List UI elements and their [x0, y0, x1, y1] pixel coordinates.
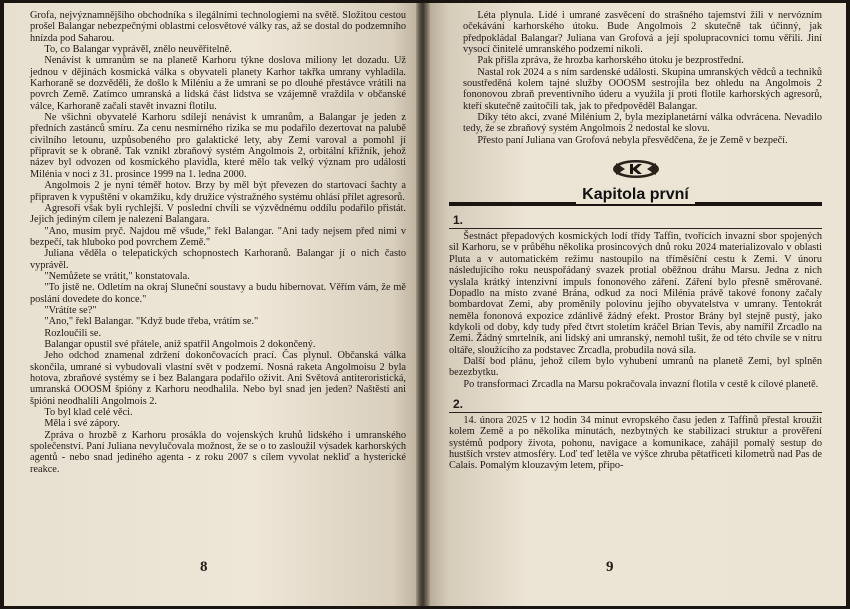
- paragraph: Ne všichni obyvatelé Karhoru sdílejí nenávist k umranům, a Balangar je jeden z předních zastánců smíru. Za cenu nesmírného rizika se mu podařilo dezertovat na palubě civilního letounu, uzpůsobeného pro galaktické lety, aby Zemi varoval a pomohl jí připravit se k obraně. Tak vznikl zbraňový systém Angolmois 2, orbitální křižník, jehož název byl odvozen od kosmického plavidla, které mělo tak velký význam pro události Milénia v noci z 31. prosince 1999 na 1. ledna 2000.: [30, 112, 406, 180]
- paragraph: Jeho odchod znamenal zdržení dokončovacích prací. Čas plynul. Občanská válka skončila, umrané si vybudovali vlastní svět v podzemí. Nosná raketa Angolmoisu 2 byla hotova, zbraňové systémy se i bez Balangara podařilo oživit. Ani Světová antiteroristická, umranská OOOSM špióny z Karhoru neodhalila. Nebo byl snad jen jeden? Naštěstí ani špióni neodhalili Angolmois 2.: [30, 350, 406, 407]
- paragraph: Rozloučili se.: [44, 327, 102, 339]
- page-number: 8: [200, 559, 208, 575]
- page-number: 9: [606, 559, 614, 575]
- section-number: 1.: [453, 213, 464, 228]
- paragraph: "Ano, musím pryč. Najdou mě všude," řekl Balangar. "Ani tady nejsem před nimi v bezpečí, tak hluboko pod povrchem Země.": [30, 225, 406, 248]
- left-page-text: [30, 10, 406, 475]
- paragraph: Nastal rok 2024 a s ním sardenské události. Skupina umranských vědců a techniků soustředěná kolem tajné služby OOOSM sestrojila bez ohledu na Angolmois 2 fononovou zbraň preventivního úderu a využila jí proti flotile karhorských agresorů, kteří skutečně zaútočili tak, jak to předpověděl Balangar.: [463, 66, 822, 112]
- paragraph: Po transformaci Zrcadla na Marsu pokračovala invazní flotila v cestě k cílové planetě.: [463, 378, 819, 390]
- paragraph: Léta plynula. Lidé i umrané zasvěcení do strašného tajemství žili v nervózním očekávání karhorského útoku. Bude Angolmois 2 skutečně tak účinný, jak předpokládal Balangar? Juliana van Grofová a její spolupracovníci tomu věřili. Jiní vysocí činitelé umranského podzemí nikoli.: [463, 10, 822, 56]
- paragraph: 14. února 2025 v 12 hodin 34 minut evropského času jeden z Taffinů přestal kroužit kolem Země a po několika minutách, nezbytných ke stabilizaci struktur a prověření systémů podpory života, pohonu, navigace a komunikace, zahájil pomalý sestup do hustších vrstev atmosféry. Loď teď letěla ve výšce zhruba pětatřiceti kilometrů nad Pas de Calais. Pomalým klouzavým letem, připo-: [449, 414, 822, 472]
- paragraph: Agresoři však byli rychlejší. V poslední chvíli se výzvědnému oddílu podařilo přistát. Jejich jediným cílem je nalezení Balangara.: [30, 202, 406, 226]
- paragraph: Přesto paní Juliana van Grofová nebyla přesvědčena, že je Země v bezpečí.: [477, 134, 788, 146]
- paragraph: To, co Balangar vyprávěl, znělo neuvěřitelně.: [44, 44, 232, 56]
- paragraph: Juliana věděla o telepatických schopnostech Karhoranů. Balangar jí o nich často vyprávěl.: [30, 248, 406, 271]
- section-rule: [449, 412, 822, 413]
- section-1-text: [449, 231, 822, 390]
- left-page: [4, 3, 422, 606]
- right-page: [423, 3, 846, 606]
- paragraph: Díky této akci, zvané Milénium 2, byla meziplanetární válka odvrácena. Nevadilo tedy, že se zbraňový systém Angolmois 2 nedostal ke slovu.: [463, 112, 822, 135]
- paragraph: Další bod plánu, jehož cílem bylo vyhubení umranů na planetě Zemi, byl splněn bezezbytku.: [449, 355, 822, 379]
- paragraph: Nenávist k umranům se na planetě Karhoru týkne doslova miliony let dozadu. Už jednou v dějinách kosmická válka s obyvateli planety Karhor takřka umrany vyhladila. Karhoraně se dozvěděli, že došlo k Miléniu a že umrani se po dlouhé přestávce vrátili na povrch Země. Zatímco umranská a lidská část lidstva se vzájemně vraždila v občanské válce, Karhoraně začali stavět invazní flotilu.: [30, 55, 406, 112]
- paragraph: To byl klad celé věci.: [44, 407, 133, 419]
- section-2-text: [449, 415, 822, 472]
- paragraph: "Vrátíte se?": [44, 304, 97, 316]
- book-gutter: [416, 3, 430, 606]
- publisher-emblem-icon: [611, 158, 661, 180]
- paragraph: Měla i své zápory.: [44, 418, 120, 430]
- chapter-title: Kapitola první: [576, 186, 695, 204]
- paragraph: Angolmois 2 je nyní téměř hotov. Brzy by měl být převezen do startovací šachty a připraven k vypuštění v okamžiku, kdy družice výstražného systému ohlásí přílet agresorů.: [30, 180, 406, 203]
- paragraph: Balangar opustil své přátele, aniž spatřil Angolmois 2 dokončený.: [44, 338, 316, 350]
- right-page-intro: [463, 10, 822, 146]
- book-spread: [4, 3, 846, 606]
- paragraph: "To jistě ne. Odletím na okraj Sluneční soustavy a budu hibernovat. Věřím vám, že mě poslání dovedete do konce.": [30, 282, 406, 305]
- chapter-heading: [449, 184, 822, 206]
- paragraph: Pak přišla zpráva, že hrozba karhorského útoku je bezprostřední.: [477, 55, 744, 67]
- paragraph: Zpráva o hrozbě z Karhoru prosákla do vojenských kruhů lidského i umranského společenství. Paní Juliana nevylučovala možnost, že se o to zasloužil výsadek karhorských agentů - nebo snad jediného agenta - z roku 2007 s cílem vyvolat nekliď a hysterické reakce.: [30, 429, 406, 475]
- paragraph: "Nemůžete se vrátit," konstatovala.: [44, 270, 190, 282]
- paragraph: Grofa, nejvýznamnějšího obchodníka s ilegálními technologiemi na světě. Složitou cestou prošel Balangar nebezpečnými oblastmi celosvětové války ras, až se dostal do podzemního hnízda pod Saharou.: [30, 10, 406, 44]
- paragraph: Šestnáct přepadových kosmických lodí třídy Taffin, tvořících invazní sbor spojených sil Karhoru, se v průběhu několika prosincových dnů roku 2024 materializovalo v oblasti Pluta a v automatickém režimu nastoupilo na tříměsíční cestu k Zemi. V únoru následujícího roku neuspořádaný svazek protial oběžnou dráhu Marsu. Jedna z nich vyslala krátký intenzivní impuls fononového záření. Záření bylo přesně směrované. Dopadlo na místo zvané Brána, odkud za noci Milénia právě takové fonony začaly bombardovat Zemi, aby proměnily polovinu jejího obyvatelstva v umrany. Tentokrát neměla fononová expozice zdánlivě žádný efekt. Prostor Brány byl stejně pustý, jako kdykoli od doby, kdy tudy před čtvrt stoletím kráčel Brian Tevis, aby namířil Zrcadlo na Zemi. Žádný smrtelník, ani lidský ani umranský, nemohl tušit, že od této chvíle se v nitru oltáře, sloužícího za podstavec Zrcadla, probudila nová síla.: [449, 231, 822, 356]
- paragraph: "Ano," řekl Balangar. "Když bude třeba, vrátím se.": [44, 316, 259, 328]
- section-rule: [449, 228, 822, 229]
- section-number: 2.: [453, 396, 464, 411]
